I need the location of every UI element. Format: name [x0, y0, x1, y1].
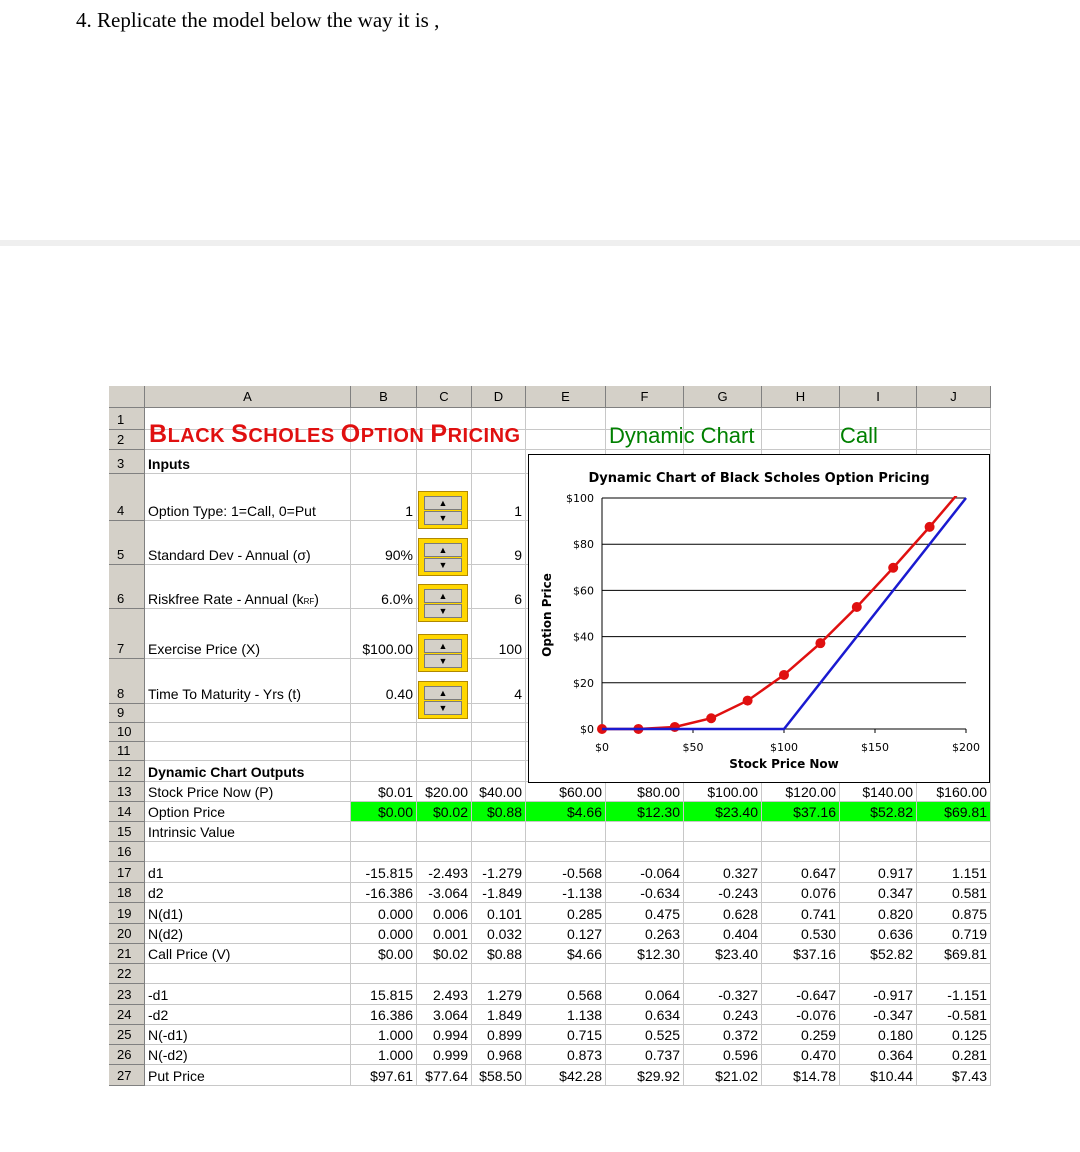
column-header[interactable]: H [762, 386, 840, 408]
std-dev-spinner[interactable] [418, 538, 468, 576]
data-cell[interactable]: -1.849 [472, 883, 526, 903]
data-cell[interactable]: $60.00 [526, 782, 606, 802]
cell[interactable] [351, 822, 417, 842]
row-label-r25[interactable]: N(-d1) [145, 1025, 351, 1045]
std-dev-spin-value[interactable]: 9 [472, 521, 526, 565]
data-cell[interactable]: -0.347 [840, 1005, 917, 1025]
select-all-corner[interactable] [109, 386, 145, 408]
row-label-r13[interactable]: Stock Price Now (P) [145, 782, 351, 802]
column-header[interactable]: J [917, 386, 991, 408]
cell[interactable] [145, 964, 351, 984]
cell[interactable] [762, 408, 840, 430]
row-header[interactable]: 22 [109, 964, 145, 984]
x-axis-label: Stock Price Now [729, 757, 839, 771]
exercise-value[interactable]: $100.00 [351, 609, 417, 659]
data-cell[interactable]: $0.00 [351, 802, 417, 822]
data-cell[interactable]: $21.02 [684, 1065, 762, 1086]
data-cell[interactable]: 0.525 [606, 1025, 684, 1045]
data-cell[interactable]: 0.741 [762, 903, 840, 924]
data-cell[interactable]: 0.281 [917, 1045, 991, 1065]
dynamic-chart[interactable] [528, 454, 990, 783]
up-arrow-icon[interactable]: ▲ [424, 589, 462, 603]
data-cell[interactable]: 0.006 [417, 903, 472, 924]
data-cell[interactable]: $42.28 [526, 1065, 606, 1086]
row-header[interactable]: 9 [109, 704, 145, 723]
data-cell[interactable]: $100.00 [684, 782, 762, 802]
data-cell[interactable]: $7.43 [917, 1065, 991, 1086]
cell[interactable] [762, 842, 840, 862]
row-header[interactable]: 16 [109, 842, 145, 862]
y-tick-label: $100 [566, 492, 594, 505]
data-cell[interactable]: 0.259 [762, 1025, 840, 1045]
data-cell[interactable]: $4.66 [526, 802, 606, 822]
data-cell[interactable]: 0.475 [606, 903, 684, 924]
data-cell[interactable]: 0.125 [917, 1025, 991, 1045]
data-cell[interactable]: -0.581 [917, 1005, 991, 1025]
riskfree-spinner[interactable] [418, 584, 468, 622]
data-cell[interactable]: 0.243 [684, 1005, 762, 1025]
column-header[interactable]: E [526, 386, 606, 408]
cell[interactable] [351, 761, 417, 782]
data-cell[interactable]: -1.279 [472, 862, 526, 883]
data-point [670, 722, 680, 732]
column-header[interactable]: C [417, 386, 472, 408]
exercise-spin-value[interactable]: 100 [472, 609, 526, 659]
data-cell[interactable]: 15.815 [351, 984, 417, 1005]
std-dev-value[interactable]: 90% [351, 521, 417, 565]
data-cell[interactable]: $14.78 [762, 1065, 840, 1086]
row-header[interactable]: 11 [109, 742, 145, 761]
data-cell[interactable]: $80.00 [606, 782, 684, 802]
cell[interactable] [917, 822, 991, 842]
call-label: Call [840, 423, 878, 448]
cell[interactable] [684, 964, 762, 984]
separator-band [0, 240, 1080, 246]
data-cell[interactable]: 0.327 [684, 862, 762, 883]
cell[interactable] [762, 822, 840, 842]
data-cell[interactable]: 0.364 [840, 1045, 917, 1065]
row-label-r15[interactable]: Intrinsic Value [145, 822, 351, 842]
data-cell[interactable]: 0.719 [917, 924, 991, 944]
row-label-r18[interactable]: d2 [145, 883, 351, 903]
x-tick-label: $100 [770, 741, 798, 754]
row-header[interactable]: 7 [109, 609, 145, 659]
data-cell[interactable]: 0.917 [840, 862, 917, 883]
riskfree-label[interactable]: Riskfree Rate - Annual (k $_{RF}$ ) [145, 565, 351, 609]
row-header[interactable]: 3 [109, 450, 145, 474]
data-cell[interactable]: 0.737 [606, 1045, 684, 1065]
down-arrow-icon[interactable]: ▼ [424, 604, 462, 618]
cell[interactable] [606, 822, 684, 842]
data-cell[interactable]: 0.127 [526, 924, 606, 944]
data-cell[interactable]: 0.634 [606, 1005, 684, 1025]
sheet-title: BLACK SCHOLES OPTION PRICING [149, 420, 521, 448]
cell[interactable] [145, 742, 351, 761]
data-cell[interactable]: $160.00 [917, 782, 991, 802]
data-cell[interactable]: 0.263 [606, 924, 684, 944]
cell[interactable] [351, 723, 417, 742]
call-price-line [602, 484, 966, 729]
cell[interactable] [145, 842, 351, 862]
row-header[interactable]: 6 [109, 565, 145, 609]
cell[interactable] [762, 430, 840, 450]
option-type-value[interactable]: 1 [351, 474, 417, 521]
row-header[interactable]: 23 [109, 984, 145, 1005]
data-cell[interactable]: 3.064 [417, 1005, 472, 1025]
data-cell[interactable]: $69.81 [917, 944, 991, 964]
outputs-heading[interactable]: Dynamic Chart Outputs [145, 761, 351, 782]
data-cell[interactable]: $0.01 [351, 782, 417, 802]
data-cell[interactable]: $77.64 [417, 1065, 472, 1086]
row-label-r19[interactable]: N(d1) [145, 903, 351, 924]
data-cell[interactable]: $0.88 [472, 944, 526, 964]
data-cell[interactable]: 0.001 [417, 924, 472, 944]
up-arrow-icon[interactable]: ▲ [424, 686, 462, 700]
data-cell[interactable]: 0.636 [840, 924, 917, 944]
x-tick-label: $50 [682, 741, 704, 754]
data-point [925, 522, 935, 532]
row-header[interactable]: 8 [109, 659, 145, 704]
cell[interactable] [417, 450, 472, 474]
data-cell[interactable]: 0.968 [472, 1045, 526, 1065]
down-arrow-icon[interactable]: ▼ [424, 654, 462, 668]
cell[interactable] [840, 842, 917, 862]
data-cell[interactable]: -16.386 [351, 883, 417, 903]
data-cell[interactable]: $0.02 [417, 802, 472, 822]
row-label-r21[interactable]: Call Price (V) [145, 944, 351, 964]
data-cell[interactable]: $4.66 [526, 944, 606, 964]
data-cell[interactable]: 0.820 [840, 903, 917, 924]
cell[interactable] [417, 723, 472, 742]
cell[interactable] [351, 742, 417, 761]
row-header[interactable]: 14 [109, 802, 145, 822]
row-header[interactable]: 4 [109, 474, 145, 521]
data-cell[interactable]: 0.568 [526, 984, 606, 1005]
row-label-r23[interactable]: -d1 [145, 984, 351, 1005]
row-label-r20[interactable]: N(d2) [145, 924, 351, 944]
column-header[interactable]: A [145, 386, 351, 408]
intrinsic-value-line [602, 498, 966, 729]
row-header[interactable]: 12 [109, 761, 145, 782]
cell[interactable] [417, 822, 472, 842]
option-type-label[interactable]: Option Type: 1=Call, 0=Put [145, 474, 351, 521]
data-cell[interactable]: 1.000 [351, 1025, 417, 1045]
data-cell[interactable]: -1.151 [917, 984, 991, 1005]
cell[interactable] [840, 822, 917, 842]
data-cell[interactable]: 0.628 [684, 903, 762, 924]
down-arrow-icon[interactable]: ▼ [424, 558, 462, 572]
data-cell[interactable]: 0.000 [351, 903, 417, 924]
data-cell[interactable]: -0.634 [606, 883, 684, 903]
data-cell[interactable]: $120.00 [762, 782, 840, 802]
row-header[interactable]: 17 [109, 862, 145, 883]
row-header[interactable]: 2 [109, 430, 145, 450]
data-cell[interactable]: 1.000 [351, 1045, 417, 1065]
data-point [743, 696, 753, 706]
cell[interactable] [472, 964, 526, 984]
row-header[interactable]: 1 [109, 408, 145, 430]
data-cell[interactable]: 0.899 [472, 1025, 526, 1045]
y-tick-label: $60 [573, 584, 594, 598]
x-tick-label: $0 [595, 741, 609, 754]
option-type-spinner[interactable] [418, 491, 468, 529]
cell[interactable] [472, 450, 526, 474]
cell[interactable] [606, 964, 684, 984]
data-cell[interactable]: 0.000 [351, 924, 417, 944]
data-cell[interactable]: -15.815 [351, 862, 417, 883]
row-header[interactable]: 24 [109, 1005, 145, 1025]
data-cell[interactable]: $37.16 [762, 802, 840, 822]
row-header[interactable]: 19 [109, 903, 145, 924]
row-header[interactable]: 10 [109, 723, 145, 742]
data-cell[interactable]: 1.279 [472, 984, 526, 1005]
up-arrow-icon[interactable]: ▲ [424, 496, 462, 510]
exercise-label[interactable]: Exercise Price (X) [145, 609, 351, 659]
data-cell[interactable]: $12.30 [606, 944, 684, 964]
data-cell[interactable]: 0.101 [472, 903, 526, 924]
spreadsheet [109, 386, 990, 1114]
data-cell[interactable]: $40.00 [472, 782, 526, 802]
data-cell[interactable]: 0.994 [417, 1025, 472, 1045]
y-tick-label: $80 [573, 538, 594, 552]
riskfree-value[interactable]: 6.0% [351, 565, 417, 609]
column-header[interactable]: D [472, 386, 526, 408]
column-header[interactable]: G [684, 386, 762, 408]
data-cell[interactable]: 0.285 [526, 903, 606, 924]
data-cell[interactable]: 0.180 [840, 1025, 917, 1045]
cell[interactable] [684, 842, 762, 862]
data-cell[interactable]: $0.00 [351, 944, 417, 964]
cell[interactable] [526, 964, 606, 984]
data-cell[interactable]: $69.81 [917, 802, 991, 822]
data-cell[interactable]: 1.138 [526, 1005, 606, 1025]
y-tick-label: $40 [573, 630, 594, 644]
data-cell[interactable]: $37.16 [762, 944, 840, 964]
cell[interactable] [526, 430, 606, 450]
row-header[interactable]: 27 [109, 1065, 145, 1086]
data-point [815, 638, 825, 648]
up-arrow-icon[interactable]: ▲ [424, 543, 462, 557]
column-header[interactable]: F [606, 386, 684, 408]
data-cell[interactable]: -0.917 [840, 984, 917, 1005]
row-label-r14[interactable]: Option Price [145, 802, 351, 822]
data-cell[interactable]: -0.243 [684, 883, 762, 903]
data-cell[interactable]: 0.064 [606, 984, 684, 1005]
std-dev-label[interactable]: Standard Dev - Annual (σ) [145, 521, 351, 565]
data-cell[interactable]: 0.999 [417, 1045, 472, 1065]
data-cell[interactable]: 0.596 [684, 1045, 762, 1065]
data-cell[interactable]: 0.581 [917, 883, 991, 903]
up-arrow-icon[interactable]: ▲ [424, 639, 462, 653]
down-arrow-icon[interactable]: ▼ [424, 511, 462, 525]
data-cell[interactable]: 0.347 [840, 883, 917, 903]
data-cell[interactable]: $20.00 [417, 782, 472, 802]
data-cell[interactable]: -0.327 [684, 984, 762, 1005]
data-cell[interactable]: $52.82 [840, 944, 917, 964]
maturity-label[interactable]: Time To Maturity - Yrs (t) [145, 659, 351, 704]
data-cell[interactable]: $58.50 [472, 1065, 526, 1086]
cell[interactable] [526, 408, 606, 430]
x-tick-label: $150 [861, 741, 889, 754]
maturity-value[interactable]: 0.40 [351, 659, 417, 704]
data-cell[interactable]: $0.88 [472, 802, 526, 822]
cell[interactable] [917, 842, 991, 862]
cell[interactable] [684, 822, 762, 842]
data-point [888, 563, 898, 573]
row-header[interactable]: 15 [109, 822, 145, 842]
data-cell[interactable]: 16.386 [351, 1005, 417, 1025]
row-label-r27[interactable]: Put Price [145, 1065, 351, 1086]
cell[interactable] [351, 704, 417, 723]
data-cell[interactable]: $23.40 [684, 802, 762, 822]
data-point [706, 713, 716, 723]
cell[interactable] [351, 842, 417, 862]
dynamic-chart-label: Dynamic Chart [609, 423, 755, 448]
data-cell[interactable]: -0.647 [762, 984, 840, 1005]
row-header[interactable]: 5 [109, 521, 145, 565]
row-header[interactable]: 20 [109, 924, 145, 944]
cell[interactable] [417, 761, 472, 782]
cell[interactable] [417, 742, 472, 761]
row-header[interactable]: 18 [109, 883, 145, 903]
data-cell[interactable]: $12.30 [606, 802, 684, 822]
cell[interactable] [351, 964, 417, 984]
data-cell[interactable]: 0.873 [526, 1045, 606, 1065]
data-cell[interactable]: $29.92 [606, 1065, 684, 1086]
maturity-spin-value[interactable]: 4 [472, 659, 526, 704]
cell[interactable] [762, 964, 840, 984]
data-cell[interactable]: -0.076 [762, 1005, 840, 1025]
data-point [852, 602, 862, 612]
data-cell[interactable]: -0.568 [526, 862, 606, 883]
data-cell[interactable]: -1.138 [526, 883, 606, 903]
down-arrow-icon[interactable]: ▼ [424, 701, 462, 715]
data-cell[interactable]: 1.849 [472, 1005, 526, 1025]
data-cell[interactable]: 0.470 [762, 1045, 840, 1065]
data-cell[interactable]: 0.404 [684, 924, 762, 944]
row-label-r26[interactable]: N(-d2) [145, 1045, 351, 1065]
cell[interactable] [417, 842, 472, 862]
cell[interactable] [472, 704, 526, 723]
cell[interactable] [526, 842, 606, 862]
y-axis-label: Option Price [540, 573, 554, 657]
riskfree-spin-value[interactable]: 6 [472, 565, 526, 609]
data-cell[interactable]: 1.151 [917, 862, 991, 883]
column-header[interactable]: I [840, 386, 917, 408]
chart-title: Dynamic Chart of Black Scholes Option Pricing [588, 471, 930, 486]
data-cell[interactable]: $52.82 [840, 802, 917, 822]
data-cell[interactable]: $97.61 [351, 1065, 417, 1086]
cell[interactable] [606, 842, 684, 862]
cell[interactable] [917, 964, 991, 984]
data-cell[interactable]: 0.647 [762, 862, 840, 883]
row-header[interactable]: 13 [109, 782, 145, 802]
cell[interactable] [351, 450, 417, 474]
cell[interactable] [472, 842, 526, 862]
data-cell[interactable]: -3.064 [417, 883, 472, 903]
row-label-r17[interactable]: d1 [145, 862, 351, 883]
data-cell[interactable]: $23.40 [684, 944, 762, 964]
cell[interactable] [417, 964, 472, 984]
inputs-heading[interactable]: Inputs [145, 450, 351, 474]
chart-svg [529, 455, 989, 782]
row-header[interactable]: 21 [109, 944, 145, 964]
y-tick-label: $0 [580, 723, 594, 736]
data-cell[interactable]: 0.032 [472, 924, 526, 944]
row-header[interactable]: 25 [109, 1025, 145, 1045]
option-type-spin-value[interactable]: 1 [472, 474, 526, 521]
data-cell[interactable]: $10.44 [840, 1065, 917, 1086]
cell[interactable] [917, 430, 991, 450]
data-point [779, 670, 789, 680]
cell[interactable] [472, 723, 526, 742]
data-cell[interactable]: 0.372 [684, 1025, 762, 1045]
cell[interactable] [526, 822, 606, 842]
cell[interactable] [145, 723, 351, 742]
data-cell[interactable]: 0.530 [762, 924, 840, 944]
data-cell[interactable]: 0.875 [917, 903, 991, 924]
instruction-text: 4. Replicate the model below the way it is , [76, 8, 440, 32]
exercise-spinner[interactable] [418, 634, 468, 672]
data-cell[interactable]: -2.493 [417, 862, 472, 883]
cell[interactable] [472, 761, 526, 782]
data-cell[interactable]: 2.493 [417, 984, 472, 1005]
data-cell[interactable]: $0.02 [417, 944, 472, 964]
maturity-spinner[interactable] [418, 681, 468, 719]
column-header[interactable]: B [351, 386, 417, 408]
cell[interactable] [472, 822, 526, 842]
data-cell[interactable]: $140.00 [840, 782, 917, 802]
data-cell[interactable]: 0.076 [762, 883, 840, 903]
cell[interactable] [917, 408, 991, 430]
cell[interactable] [472, 742, 526, 761]
data-cell[interactable]: -0.064 [606, 862, 684, 883]
row-label-r24[interactable]: -d2 [145, 1005, 351, 1025]
row-header[interactable]: 26 [109, 1045, 145, 1065]
cell[interactable] [145, 704, 351, 723]
data-cell[interactable]: 0.715 [526, 1025, 606, 1045]
y-tick-label: $20 [573, 676, 594, 690]
cell[interactable] [840, 964, 917, 984]
x-tick-label: $200 [952, 741, 980, 754]
